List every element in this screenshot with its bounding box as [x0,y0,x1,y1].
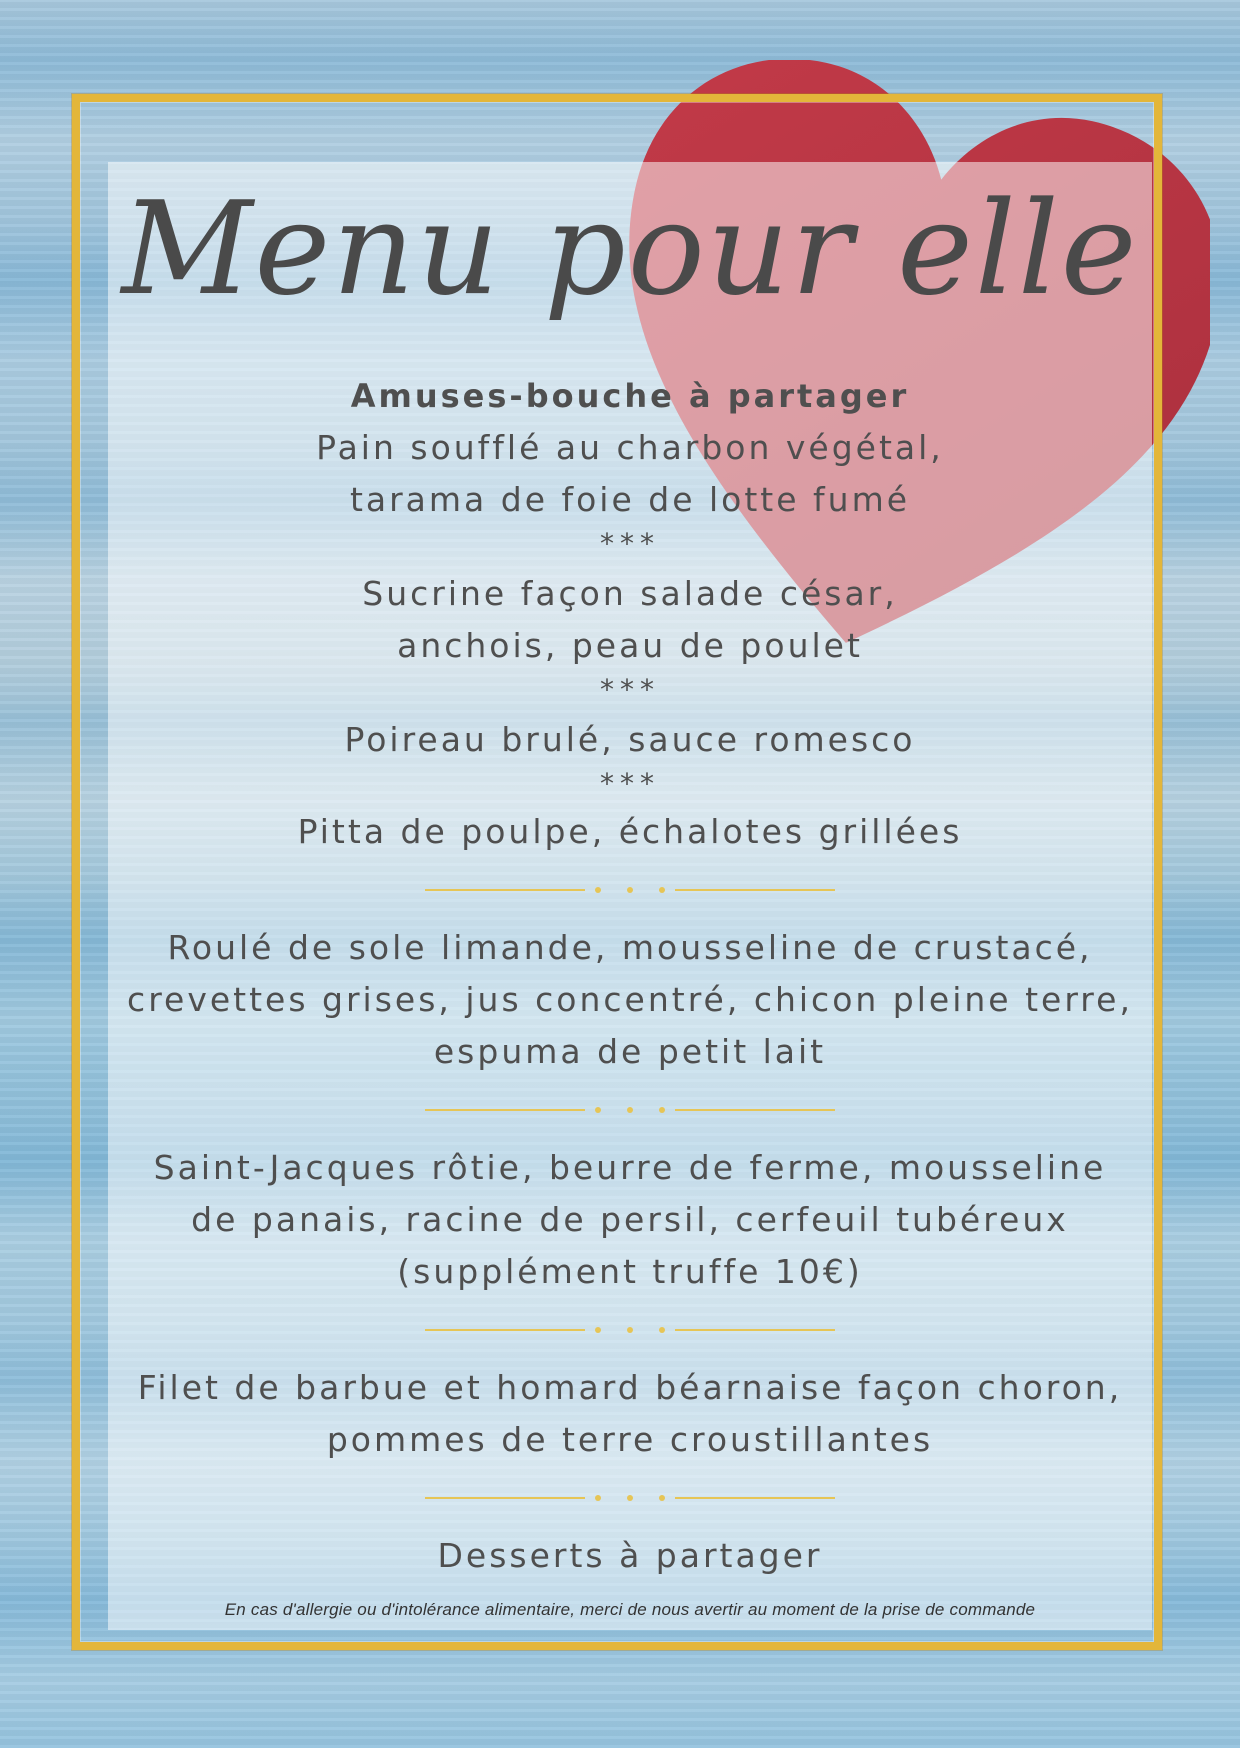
dish-line: Saint-Jacques rôtie, beurre de ferme, mousseline [153,1148,1107,1187]
course-2 [108,1142,1152,1298]
course-1 [108,922,1152,1078]
amuse-dish-1 [108,422,1152,526]
dish-line: Pain soufflé au charbon végétal, [316,428,944,467]
menu-title: Menu pour elle [121,175,1139,324]
dish-line: Filet de barbue et homard béarnaise façon choron, [137,1368,1123,1407]
dotted-divider-icon [425,1320,835,1340]
course-4 [108,1530,1152,1582]
allergy-note: En cas d'allergie ou d'intolérance alimentaire, merci de nous avertir au moment de la prise de commande [224,1600,1036,1619]
stars-separator: *** [600,673,660,706]
course-3 [108,1362,1152,1466]
dish-line: anchois, peau de poulet [397,626,863,665]
stars-separator: *** [600,527,660,560]
dish-line: pommes de terre croustillantes [326,1420,934,1459]
dotted-divider-icon [425,1100,835,1120]
amuse-dish-3 [108,714,1152,766]
amuse-dish-2 [108,568,1152,672]
dish-line: Poireau brulé, sauce romesco [344,720,916,759]
dish-line: Roulé de sole limande, mousseline de crustacé, [167,928,1093,967]
amuses-heading: Amuses-bouche à partager [350,377,910,415]
dish-line: Pitta de poulpe, échalotes grillées [297,812,963,851]
dish-line: tarama de foie de lotte fumé [349,480,911,519]
dish-line: (supplément truffe 10€) [397,1252,863,1291]
dish-line: Sucrine façon salade césar, [362,574,898,613]
stars-separator: *** [600,767,660,800]
dotted-divider-icon [425,880,835,900]
dish-line: crevettes grises, jus concentré, chicon pleine terre, [127,980,1133,1019]
dotted-divider-icon [425,1488,835,1508]
dish-line: espuma de petit lait [433,1032,827,1071]
dish-line: de panais, racine de persil, cerfeuil tubéreux [191,1200,1069,1239]
dish-line: Desserts à partager [437,1536,823,1575]
amuse-dish-4 [108,806,1152,858]
menu-content [108,150,1152,1582]
